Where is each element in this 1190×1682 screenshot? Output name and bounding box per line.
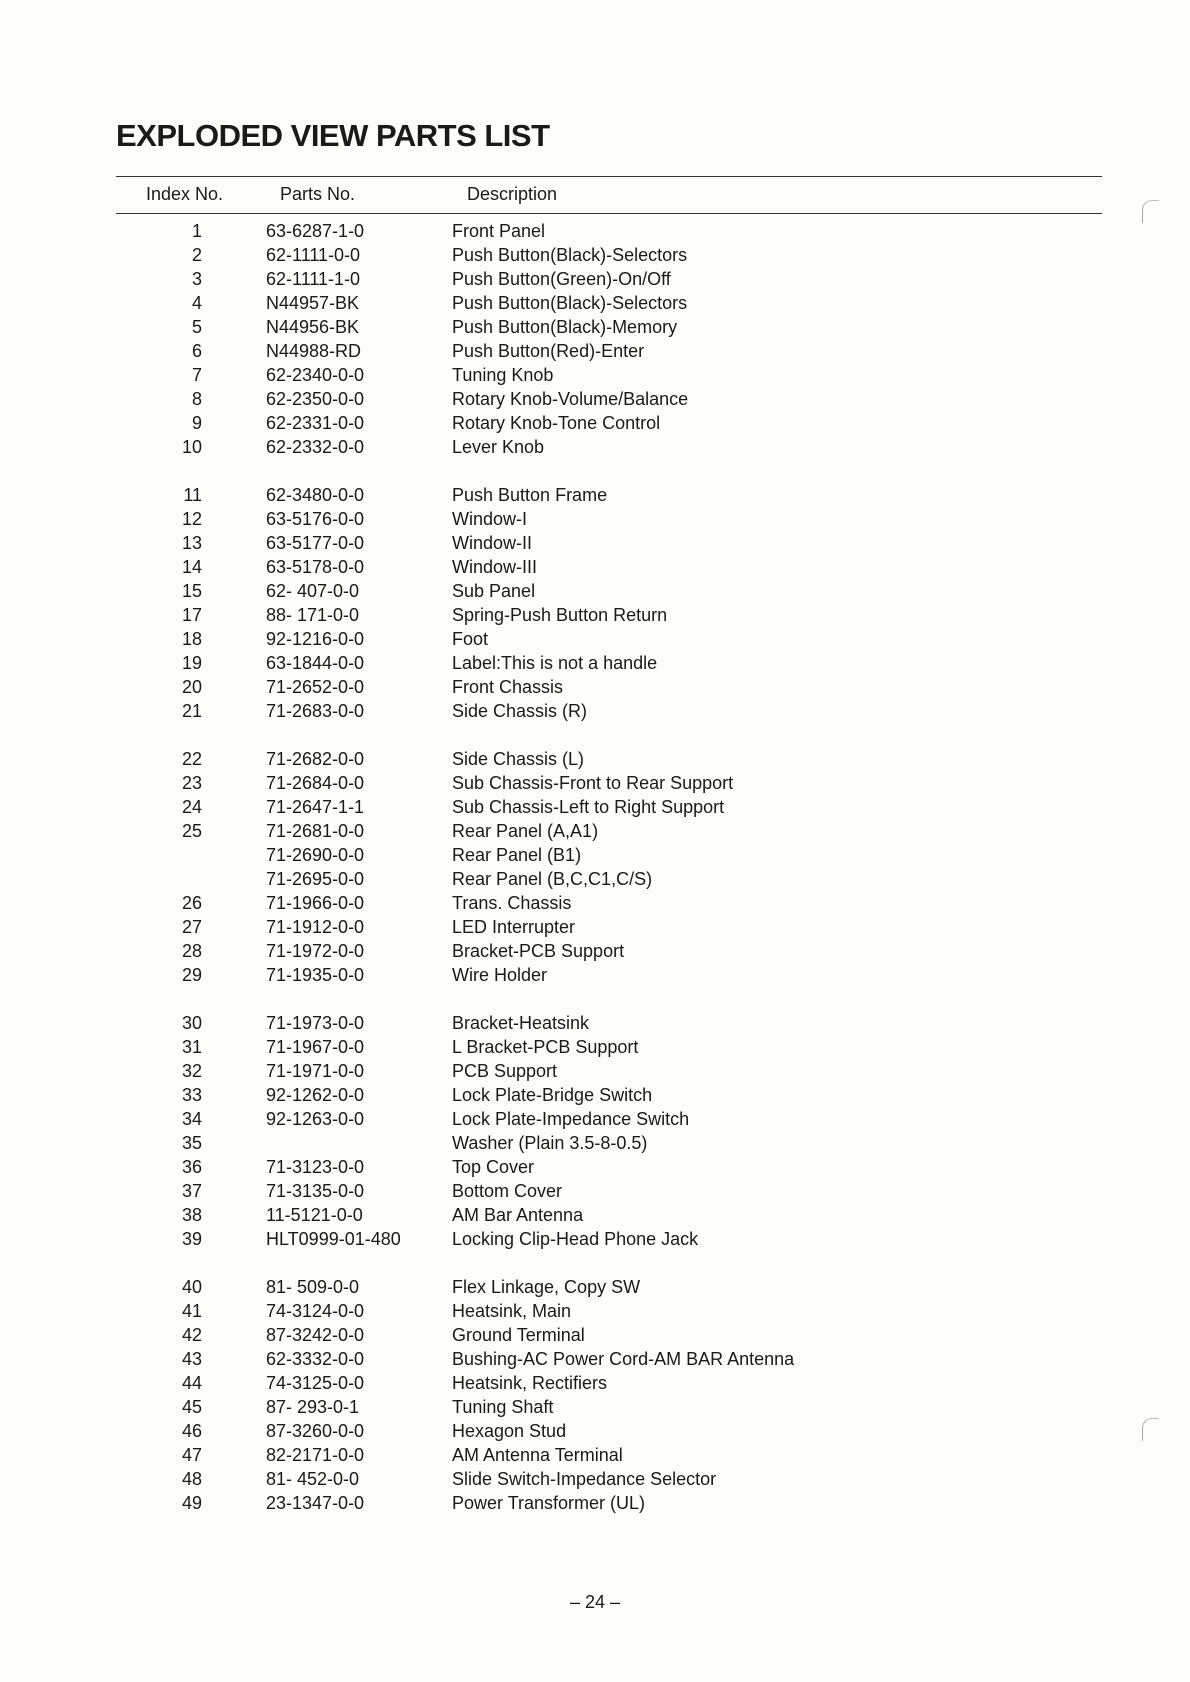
parts-no-cell: 71-2647-1-1 bbox=[266, 797, 365, 817]
table-row bbox=[0, 1011, 1190, 1035]
description-cell: Heatsink, Main bbox=[452, 1301, 572, 1321]
parts-no-cell: 71-2681-0-0 bbox=[266, 821, 365, 841]
description-cell: Push Button(Green)-On/Off bbox=[452, 269, 671, 289]
parts-no-cell: 71-1967-0-0 bbox=[266, 1037, 365, 1057]
table-row bbox=[0, 1443, 1190, 1467]
header-top-rule bbox=[116, 176, 1102, 177]
parts-no-cell: 63-5178-0-0 bbox=[266, 557, 365, 577]
index-no-cell: 47 bbox=[181, 1445, 202, 1465]
table-row bbox=[0, 1323, 1190, 1347]
parts-no-cell: 62-1111-0-0 bbox=[266, 245, 361, 265]
description-cell: Front Panel bbox=[452, 221, 546, 241]
index-no-cell: 5 bbox=[191, 317, 202, 337]
table-row bbox=[0, 651, 1190, 675]
index-no-cell: 14 bbox=[181, 557, 202, 577]
description-cell: Lock Plate-Impedance Switch bbox=[452, 1109, 690, 1129]
index-no-cell: 49 bbox=[181, 1493, 202, 1513]
index-no-cell: 25 bbox=[181, 821, 202, 841]
index-no-cell: 20 bbox=[181, 677, 202, 697]
parts-no-cell: 63-1844-0-0 bbox=[266, 653, 365, 673]
description-cell: Push Button(Black)-Selectors bbox=[452, 293, 688, 313]
description-cell: Foot bbox=[452, 629, 489, 649]
parts-no-cell: 62-1111-1-0 bbox=[266, 269, 361, 289]
parts-no-cell: 71-2690-0-0 bbox=[266, 845, 365, 865]
margin-mark bbox=[1142, 1418, 1159, 1441]
table-row bbox=[0, 1347, 1190, 1371]
table-row bbox=[0, 507, 1190, 531]
description-cell: Window-III bbox=[452, 557, 538, 577]
header-description: Description bbox=[467, 184, 558, 204]
description-cell: Spring-Push Button Return bbox=[452, 605, 668, 625]
parts-no-cell: 88- 171-0-0 bbox=[266, 605, 360, 625]
parts-no-cell: 87-3260-0-0 bbox=[266, 1421, 365, 1441]
description-cell: Tuning Shaft bbox=[452, 1397, 554, 1417]
table-row bbox=[0, 939, 1190, 963]
parts-no-cell: HLT0999-01-480 bbox=[266, 1229, 401, 1249]
index-no-cell: 22 bbox=[181, 749, 202, 769]
index-no-cell: 19 bbox=[181, 653, 202, 673]
index-no-cell: 4 bbox=[191, 293, 202, 313]
description-cell: Push Button(Black)-Memory bbox=[452, 317, 678, 337]
description-cell: Slide Switch-Impedance Selector bbox=[452, 1469, 717, 1489]
index-no-cell: 40 bbox=[181, 1277, 202, 1297]
index-no-cell: 13 bbox=[181, 533, 202, 553]
index-no-cell: 36 bbox=[181, 1157, 202, 1177]
table-row bbox=[0, 963, 1190, 987]
description-cell: LED Interrupter bbox=[452, 917, 576, 937]
table-row bbox=[0, 603, 1190, 627]
description-cell: Locking Clip-Head Phone Jack bbox=[452, 1229, 699, 1249]
description-cell: Bushing-AC Power Cord-AM BAR Antenna bbox=[452, 1349, 795, 1369]
index-no-cell: 37 bbox=[181, 1181, 202, 1201]
parts-no-cell: 92-1216-0-0 bbox=[266, 629, 365, 649]
table-row bbox=[0, 315, 1190, 339]
description-cell: Push Button(Red)-Enter bbox=[452, 341, 645, 361]
index-no-cell: 32 bbox=[181, 1061, 202, 1081]
index-no-cell: 29 bbox=[181, 965, 202, 985]
table-row bbox=[0, 363, 1190, 387]
description-cell: Rotary Knob-Tone Control bbox=[452, 413, 661, 433]
table-row bbox=[0, 1419, 1190, 1443]
description-cell: Window-II bbox=[452, 533, 533, 553]
parts-no-cell: 71-1973-0-0 bbox=[266, 1013, 365, 1033]
table-row bbox=[0, 1107, 1190, 1131]
table-row bbox=[0, 339, 1190, 363]
description-cell: Push Button(Black)-Selectors bbox=[452, 245, 688, 265]
index-no-cell: 48 bbox=[181, 1469, 202, 1489]
description-cell: Flex Linkage, Copy SW bbox=[452, 1277, 641, 1297]
parts-no-cell: 23-1347-0-0 bbox=[266, 1493, 365, 1513]
table-row bbox=[0, 1203, 1190, 1227]
description-cell: AM Bar Antenna bbox=[452, 1205, 584, 1225]
index-no-cell: 12 bbox=[181, 509, 202, 529]
description-cell: Trans. Chassis bbox=[452, 893, 572, 913]
table-row bbox=[0, 819, 1190, 843]
parts-no-cell: 92-1263-0-0 bbox=[266, 1109, 365, 1129]
index-no-cell: 17 bbox=[181, 605, 202, 625]
index-no-cell: 35 bbox=[181, 1133, 202, 1153]
table-row bbox=[0, 843, 1190, 867]
margin-mark bbox=[1142, 200, 1159, 223]
parts-no-cell: 71-3135-0-0 bbox=[266, 1181, 365, 1201]
table-row bbox=[0, 795, 1190, 819]
table-row bbox=[0, 1179, 1190, 1203]
parts-no-cell: 11-5121-0-0 bbox=[266, 1205, 363, 1225]
description-cell: Wire Holder bbox=[452, 965, 548, 985]
parts-no-cell: 71-1966-0-0 bbox=[266, 893, 365, 913]
parts-no-cell: 92-1262-0-0 bbox=[266, 1085, 365, 1105]
group-spacer bbox=[0, 459, 1190, 483]
index-no-cell: 21 bbox=[181, 701, 202, 721]
description-cell: Tuning Knob bbox=[452, 365, 554, 385]
index-no-cell: 45 bbox=[181, 1397, 202, 1417]
description-cell: Ground Terminal bbox=[452, 1325, 585, 1345]
header-bottom-rule bbox=[116, 213, 1102, 214]
parts-no-cell: 71-2683-0-0 bbox=[266, 701, 365, 721]
index-no-cell: 46 bbox=[181, 1421, 202, 1441]
index-no-cell: 8 bbox=[191, 389, 202, 409]
table-row bbox=[0, 435, 1190, 459]
table-row bbox=[0, 1371, 1190, 1395]
description-cell: Front Chassis bbox=[452, 677, 564, 697]
description-cell: Bottom Cover bbox=[452, 1181, 563, 1201]
parts-no-cell: 71-1935-0-0 bbox=[266, 965, 365, 985]
description-cell: Rotary Knob-Volume/Balance bbox=[452, 389, 689, 409]
table-row bbox=[0, 483, 1190, 507]
description-cell: Sub Chassis-Left to Right Support bbox=[452, 797, 725, 817]
table-row bbox=[0, 747, 1190, 771]
parts-no-cell: 74-3124-0-0 bbox=[266, 1301, 365, 1321]
table-row bbox=[0, 243, 1190, 267]
table-row bbox=[0, 1491, 1190, 1515]
table-row bbox=[0, 891, 1190, 915]
table-row bbox=[0, 675, 1190, 699]
index-no-cell: 1 bbox=[191, 221, 202, 241]
parts-no-cell: 62-2332-0-0 bbox=[266, 437, 365, 457]
parts-no-cell: 74-3125-0-0 bbox=[266, 1373, 365, 1393]
page-title: EXPLODED VIEW PARTS LIST bbox=[116, 118, 550, 153]
parts-no-cell: 81- 509-0-0 bbox=[266, 1277, 360, 1297]
table-header bbox=[0, 184, 1190, 208]
parts-no-cell: 71-1912-0-0 bbox=[266, 917, 365, 937]
parts-no-cell: 71-2684-0-0 bbox=[266, 773, 365, 793]
index-no-cell: 26 bbox=[181, 893, 202, 913]
parts-no-cell: 63-5176-0-0 bbox=[266, 509, 365, 529]
index-no-cell: 43 bbox=[181, 1349, 202, 1369]
parts-no-cell: 71-1971-0-0 bbox=[266, 1061, 365, 1081]
group-spacer bbox=[0, 1251, 1190, 1275]
index-no-cell: 9 bbox=[191, 413, 202, 433]
description-cell: Bracket-Heatsink bbox=[452, 1013, 590, 1033]
index-no-cell: 24 bbox=[181, 797, 202, 817]
parts-no-cell: N44988-RD bbox=[266, 341, 362, 361]
table-row bbox=[0, 1035, 1190, 1059]
parts-no-cell: 62-2331-0-0 bbox=[266, 413, 365, 433]
parts-no-cell: 71-2652-0-0 bbox=[266, 677, 365, 697]
description-cell: Lock Plate-Bridge Switch bbox=[452, 1085, 653, 1105]
index-no-cell: 11 bbox=[183, 485, 202, 505]
description-cell: Washer (Plain 3.5-8-0.5) bbox=[452, 1133, 648, 1153]
description-cell: Lever Knob bbox=[452, 437, 545, 457]
table-row bbox=[0, 387, 1190, 411]
description-cell: Rear Panel (B1) bbox=[452, 845, 582, 865]
parts-no-cell: 71-1972-0-0 bbox=[266, 941, 365, 961]
index-no-cell: 44 bbox=[181, 1373, 202, 1393]
index-no-cell: 10 bbox=[181, 437, 202, 457]
parts-no-cell: N44956-BK bbox=[266, 317, 360, 337]
table-row bbox=[0, 1395, 1190, 1419]
table-row bbox=[0, 1131, 1190, 1155]
table-row bbox=[0, 915, 1190, 939]
table-row bbox=[0, 1227, 1190, 1251]
table-row bbox=[0, 1155, 1190, 1179]
description-cell: Power Transformer (UL) bbox=[452, 1493, 646, 1513]
parts-no-cell: 87-3242-0-0 bbox=[266, 1325, 365, 1345]
index-no-cell: 33 bbox=[181, 1085, 202, 1105]
index-no-cell: 39 bbox=[181, 1229, 202, 1249]
parts-no-cell: 71-2695-0-0 bbox=[266, 869, 365, 889]
parts-no-cell: 63-5177-0-0 bbox=[266, 533, 365, 553]
table-row bbox=[0, 267, 1190, 291]
table-row bbox=[0, 627, 1190, 651]
parts-no-cell: 62-2340-0-0 bbox=[266, 365, 365, 385]
index-no-cell: 42 bbox=[181, 1325, 202, 1345]
index-no-cell: 28 bbox=[181, 941, 202, 961]
parts-no-cell: 87- 293-0-1 bbox=[266, 1397, 360, 1417]
index-no-cell: 6 bbox=[191, 341, 202, 361]
parts-no-cell: 62-3480-0-0 bbox=[266, 485, 365, 505]
index-no-cell: 34 bbox=[181, 1109, 202, 1129]
parts-no-cell: 82-2171-0-0 bbox=[266, 1445, 365, 1465]
table-row bbox=[0, 411, 1190, 435]
parts-no-cell: 62- 407-0-0 bbox=[266, 581, 360, 601]
index-no-cell: 30 bbox=[181, 1013, 202, 1033]
description-cell: Hexagon Stud bbox=[452, 1421, 567, 1441]
description-cell: Side Chassis (L) bbox=[452, 749, 585, 769]
header-index-no: Index No. bbox=[146, 184, 224, 204]
index-no-cell: 3 bbox=[191, 269, 202, 289]
description-cell: Bracket-PCB Support bbox=[452, 941, 625, 961]
description-cell: Side Chassis (R) bbox=[452, 701, 588, 721]
table-row bbox=[0, 1299, 1190, 1323]
table-row bbox=[0, 1467, 1190, 1491]
index-no-cell: 41 bbox=[181, 1301, 202, 1321]
table-row bbox=[0, 1083, 1190, 1107]
parts-no-cell: 71-2682-0-0 bbox=[266, 749, 365, 769]
index-no-cell: 15 bbox=[181, 581, 202, 601]
index-no-cell: 23 bbox=[181, 773, 202, 793]
parts-no-cell: 71-3123-0-0 bbox=[266, 1157, 365, 1177]
description-cell: Sub Panel bbox=[452, 581, 536, 601]
parts-no-cell: 62-3332-0-0 bbox=[266, 1349, 365, 1369]
table-row bbox=[0, 867, 1190, 891]
index-no-cell: 31 bbox=[181, 1037, 202, 1057]
description-cell: AM Antenna Terminal bbox=[452, 1445, 623, 1465]
table-row bbox=[0, 579, 1190, 603]
index-no-cell: 18 bbox=[181, 629, 202, 649]
description-cell: Rear Panel (B,C,C1,C/S) bbox=[452, 869, 653, 889]
table-row bbox=[0, 555, 1190, 579]
parts-no-cell: 62-2350-0-0 bbox=[266, 389, 365, 409]
description-cell: L Bracket-PCB Support bbox=[452, 1037, 639, 1057]
table-row bbox=[0, 291, 1190, 315]
table-row bbox=[0, 531, 1190, 555]
table-row bbox=[0, 771, 1190, 795]
header-parts-no: Parts No. bbox=[280, 184, 356, 204]
index-no-cell: 7 bbox=[191, 365, 202, 385]
page-number: – 24 – bbox=[569, 1592, 621, 1612]
parts-no-cell: N44957-BK bbox=[266, 293, 360, 313]
table-row bbox=[0, 699, 1190, 723]
parts-no-cell: 63-6287-1-0 bbox=[266, 221, 365, 241]
description-cell: Top Cover bbox=[452, 1157, 535, 1177]
parts-no-cell: 81- 452-0-0 bbox=[266, 1469, 360, 1489]
index-no-cell: 38 bbox=[181, 1205, 202, 1225]
description-cell: PCB Support bbox=[452, 1061, 558, 1081]
parts-table-body bbox=[0, 219, 1190, 1515]
description-cell: Heatsink, Rectifiers bbox=[452, 1373, 608, 1393]
index-no-cell: 2 bbox=[191, 245, 202, 265]
description-cell: Window-I bbox=[452, 509, 528, 529]
description-cell: Label:This is not a handle bbox=[452, 653, 658, 673]
table-row bbox=[0, 1275, 1190, 1299]
description-cell: Rear Panel (A,A1) bbox=[452, 821, 599, 841]
group-spacer bbox=[0, 723, 1190, 747]
group-spacer bbox=[0, 987, 1190, 1011]
description-cell: Push Button Frame bbox=[452, 485, 608, 505]
description-cell: Sub Chassis-Front to Rear Support bbox=[452, 773, 734, 793]
index-no-cell: 27 bbox=[181, 917, 202, 937]
table-row bbox=[0, 1059, 1190, 1083]
table-row bbox=[0, 219, 1190, 243]
